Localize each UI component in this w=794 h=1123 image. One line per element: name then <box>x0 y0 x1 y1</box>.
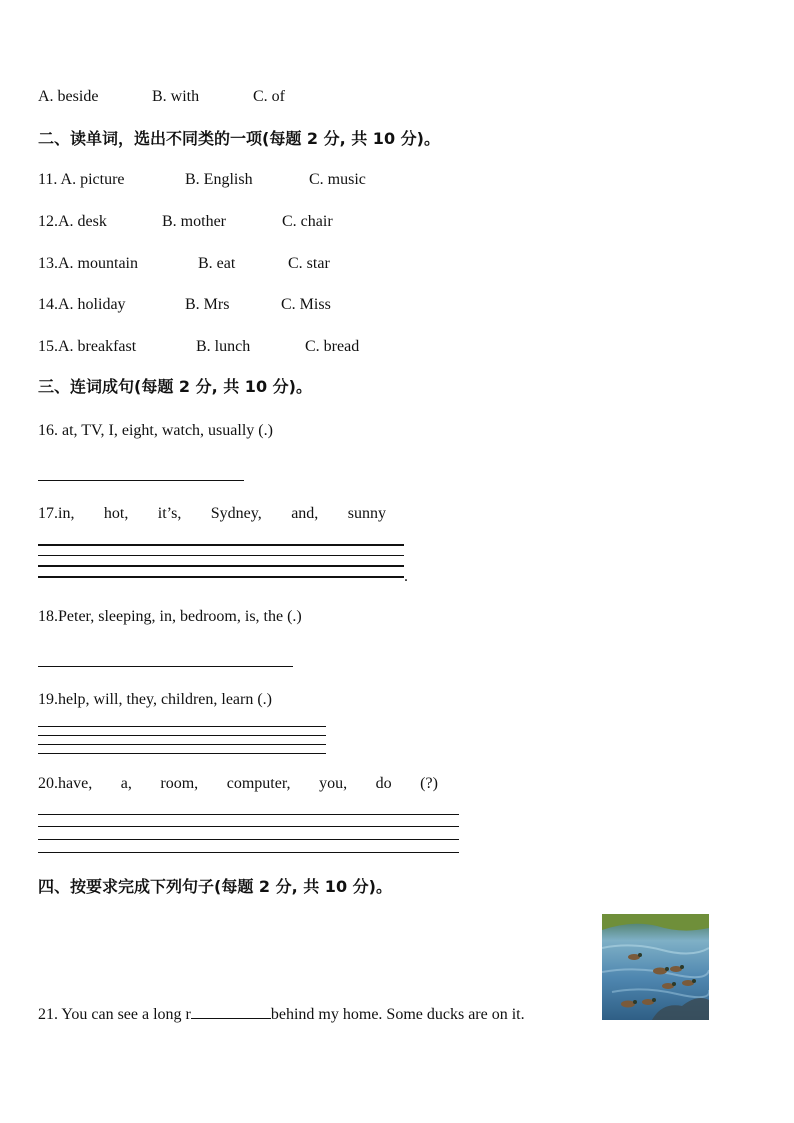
q17-word: 17.in, <box>38 505 75 522</box>
q17-prompt <box>38 504 386 524</box>
q17-word: sunny <box>347 505 386 522</box>
q19-prompt: 19.help, will, they, children, learn (.) <box>38 691 272 708</box>
q20-word: a, <box>120 775 132 792</box>
q13-option-b: B. eat <box>198 255 236 272</box>
q21-sentence <box>38 1004 525 1025</box>
q18-prompt: 18.Peter, sleeping, in, bedroom, is, the (.) <box>38 608 302 625</box>
q14-option-c: C. Miss <box>281 296 331 313</box>
q17-word: Sydney, <box>210 505 262 522</box>
q11-option-a: 11. A. picture <box>38 171 125 188</box>
q19-answer-line[interactable] <box>38 735 326 736</box>
q16-prompt: 16. at, TV, I, eight, watch, usually (.) <box>38 422 273 439</box>
q20-word: do <box>375 775 392 792</box>
q16-answer-line[interactable] <box>38 480 244 481</box>
q15-option-c: C. bread <box>305 338 360 355</box>
q17-answer-line[interactable] <box>38 576 404 578</box>
q17-word: hot, <box>103 505 129 522</box>
q20-answer-line[interactable] <box>38 826 459 827</box>
q15-option-b: B. lunch <box>196 338 251 355</box>
section-3-title: 三、连词成句(每题 2 分, 共 10 分)。 <box>38 377 312 396</box>
q20-answer-line[interactable] <box>38 852 459 853</box>
q11-option-b: B. English <box>185 171 253 188</box>
q17-answer-line[interactable] <box>38 555 404 556</box>
q20-word: room, <box>160 775 199 792</box>
q12-option-b: B. mother <box>162 213 226 230</box>
q20-prompt <box>38 774 438 794</box>
section-4-title: 四、按要求完成下列句子(每题 2 分, 共 10 分)。 <box>38 877 392 896</box>
section-2-title: 二、读单词，选出不同类的一项(每题 2 分, 共 10 分)。 <box>38 129 440 148</box>
q21-text-after: behind my home. Some ducks are on it. <box>270 1006 525 1023</box>
q20-answer-line[interactable] <box>38 839 459 840</box>
q19-answer-line[interactable] <box>38 726 326 727</box>
q21-text-before: 21. You can see a long r <box>38 1006 191 1023</box>
q17-answer-line[interactable] <box>38 565 404 567</box>
q19-answer-line[interactable] <box>38 753 326 754</box>
q20-word: computer, <box>226 775 291 792</box>
q10-option-b: B. with <box>152 88 200 105</box>
q10-option-c: C. of <box>253 88 285 105</box>
q14-option-b: B. Mrs <box>185 296 230 313</box>
q21-blank[interactable] <box>191 1004 271 1019</box>
q20-word: you, <box>319 775 348 792</box>
q19-answer-line[interactable] <box>38 744 326 745</box>
q20-word: (?) <box>420 775 438 792</box>
q12-option-c: C. chair <box>282 213 333 230</box>
q17-word: it’s, <box>157 505 182 522</box>
river-ducks-photo <box>602 914 709 1020</box>
q15-option-a: 15.A. breakfast <box>38 338 137 355</box>
q17-answer-line[interactable] <box>38 544 404 546</box>
q20-answer-line[interactable] <box>38 814 459 815</box>
q14-option-a: 14.A. holiday <box>38 296 126 313</box>
q17-word: and, <box>291 505 319 522</box>
q20-word: 20.have, <box>38 775 93 792</box>
q10-option-a: A. beside <box>38 88 99 105</box>
q17-period: . <box>404 568 408 585</box>
q12-option-a: 12.A. desk <box>38 213 107 230</box>
q11-option-c: C. music <box>309 171 366 188</box>
q13-option-a: 13.A. mountain <box>38 255 138 272</box>
q13-option-c: C. star <box>288 255 330 272</box>
q18-answer-line[interactable] <box>38 666 293 667</box>
